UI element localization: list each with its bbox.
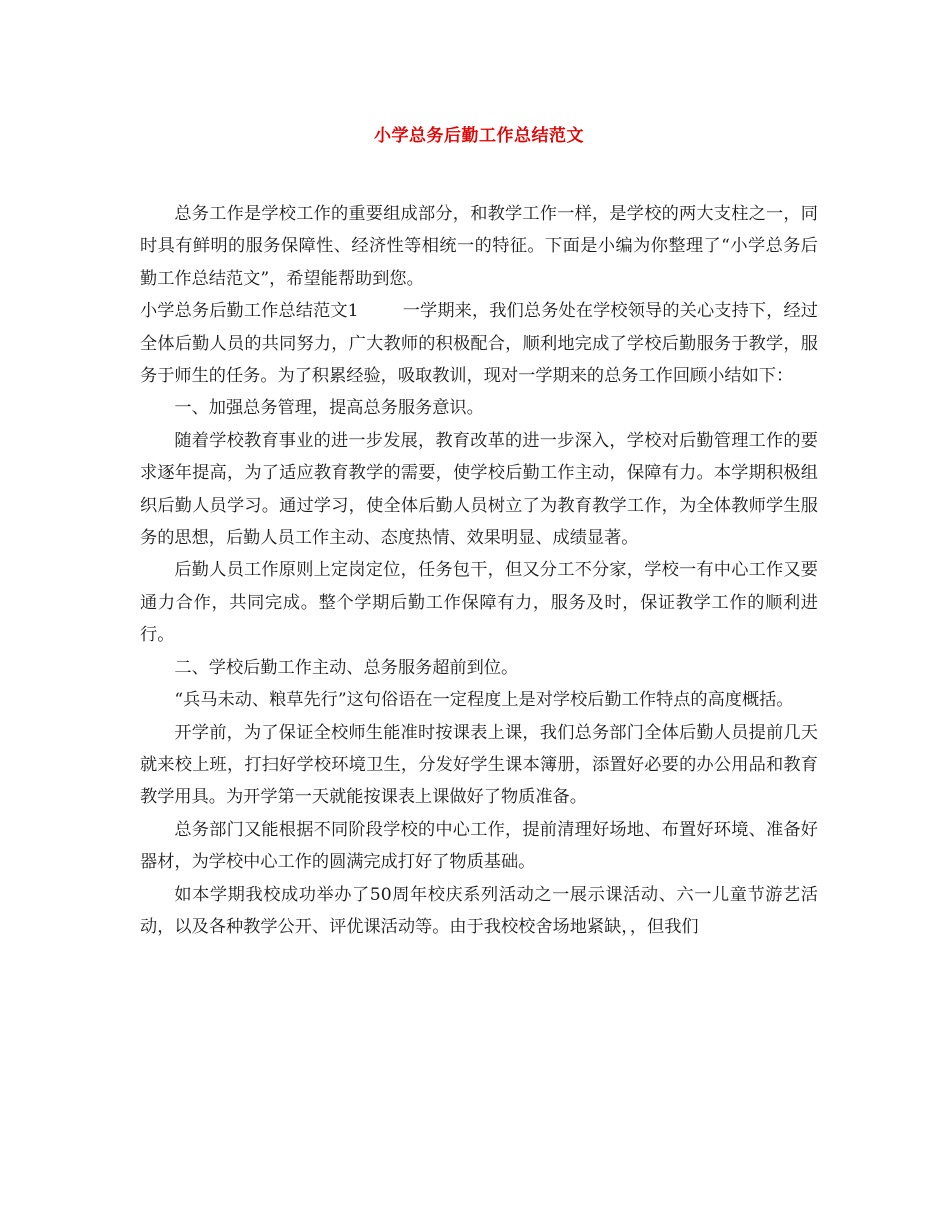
body-paragraph: 随着学校教育事业的进一步发展，教育改革的进一步深入，学校对后勤管理工作的要求逐年提高，为了适应教育教学的需要，使学校后勤工作主动，保障有力。本学期积极组织后勤人员学习。通过学习，使全体后勤人员树立了为教育教学工作，为全体教师学生服务的思想，后勤人员工作主动、态度热情、效果明显、成绩显著。 bbox=[140, 430, 818, 549]
section-1-heading: 小学总务后勤工作总结范文1 bbox=[140, 301, 359, 322]
section-1-intro-text: 一学期来，我们总务处在学校领导的关心支持下，经过全体后勤人员的共同努力，广大教师的积极配合，顺利地完成了学校后勤服务于教学，服务于师生的任务。为了积累经验，吸取教训，现对一学期来的总务工作回顾小结如下： bbox=[140, 301, 818, 387]
body-paragraph: “兵马未动、粮草先行”这句俗语在一定程度上是对学校后勤工作特点的高度概括。 bbox=[174, 690, 794, 711]
body-paragraph: 如本学期我校成功举办了50周年校庆系列活动之一展示课活动、六一儿童节游艺活动，以及各种教学公开、评优课活动等。由于我校校舍场地紧缺，，但我们 bbox=[140, 884, 818, 937]
section-heading-management: 一、加强总务管理，提高总务服务意识。 bbox=[174, 398, 484, 419]
intro-paragraph: 总务工作是学校工作的重要组成部分，和教学工作一样，是学校的两大支柱之一，同时具有鲜明的服务保障性、经济性等相统一的特征。下面是小编为你整理了“小学总务后勤工作总结范文”，希望能帮助到您。 bbox=[140, 204, 818, 289]
body-paragraph: 后勤人员工作原则上定岗定位，任务包干，但又分工不分家，学校一有中心工作又要通力合作，共同完成。整个学期后勤工作保障有力，服务及时，保证教学工作的顺利进行。 bbox=[140, 560, 818, 646]
document-title: 小学总务后勤工作总结范文 bbox=[374, 126, 584, 146]
section-1-paragraph bbox=[140, 295, 818, 392]
body-paragraph: 总务部门又能根据不同阶段学校的中心工作，提前清理好场地、布置好环境、准备好器材，为学校中心工作的圆满完成打好了物质基础。 bbox=[140, 819, 818, 873]
body-paragraph: 开学前，为了保证全校师生能准时按课表上课，我们总务部门全体后勤人员提前几天就来校上班，打扫好学校环境卫生，分发好学生课本簿册，添置好必要的办公用品和教育教学用具。为开学第一天就能按课表上课做好了物质准备。 bbox=[140, 722, 818, 808]
document-body bbox=[140, 198, 818, 943]
section-heading-proactive: 二、学校后勤工作主动、总务服务超前到位。 bbox=[174, 657, 519, 678]
